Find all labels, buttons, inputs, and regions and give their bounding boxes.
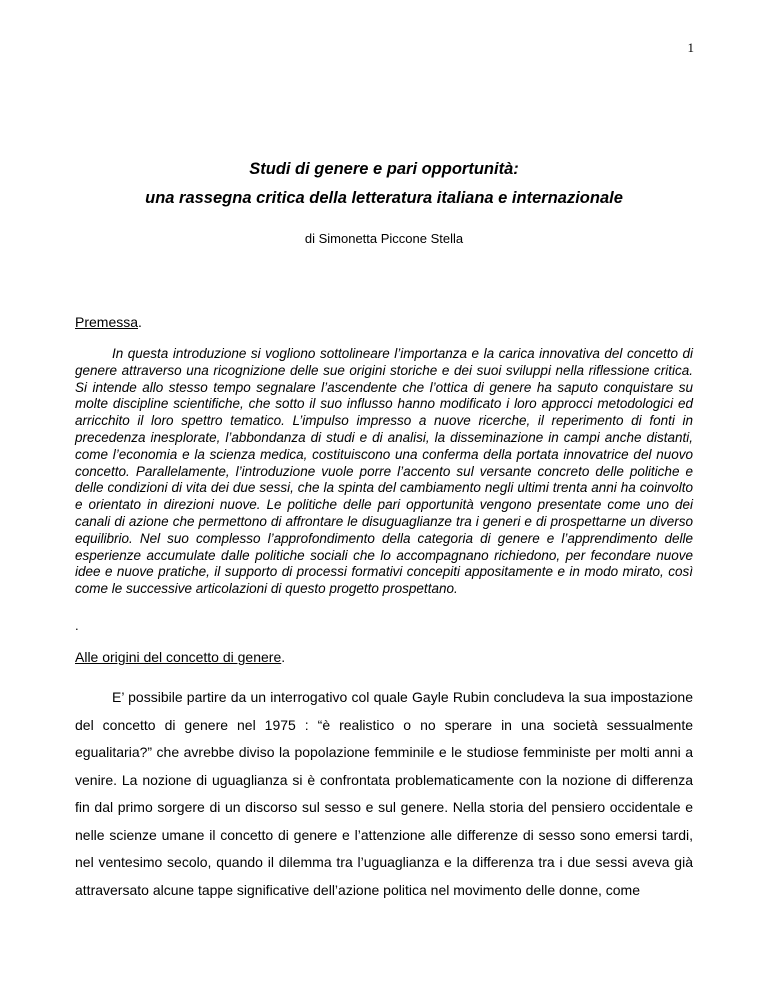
author-byline: di Simonetta Piccone Stella — [304, 231, 464, 246]
section-heading-premessa-text: Premessa — [75, 314, 139, 330]
section-heading-origini-period: . — [281, 649, 286, 665]
document-title-line-2: una rassegna critica della letteratura italiana e internazionale — [145, 189, 623, 207]
body-paragraph: E’ possibile partire da un interrogativo col quale Gayle Rubin concludeva la sua impostazione del concetto di genere nel 1975 : “è realistico o no sperare in una società sessualmente egualitaria?” che avrebbe diviso la popolazione femminile e le studiose femministe per molti anni a venire. La nozione di uguaglianza si è confrontata problematicamente con la nozione di differenza fin dal primo sorgere di un discorso sul sesso e sul genere. Nella storia del pensiero occidentale e nelle scienze umane il concetto di genere e l’attenzione alle differenze di sesso sono emersi tardi, nel ventesimo secolo, quando il dilemma tra l’uguaglianza e la differenza tra i due sessi aveva già attraversato alcune tappe significative dell’azione politica nel movimento delle donne, come — [75, 689, 693, 898]
section-heading-premessa — [75, 314, 142, 330]
document-title-line-1: Studi di genere e pari opportunità: — [249, 160, 519, 178]
intro-paragraph: In questa introduzione si vogliono sottolineare l’importanza e la carica innovativa del concetto di genere attraverso una ricognizione delle sue origini storiche e dei suoi sviluppi nella riflessione critica. Si intende allo stesso tempo segnalare l’ascendente che l’ottica di genere ha saputo conquistare su molte discipline scientifiche, che sotto il suo influsso hanno modificato i loro approcci metodologici ed arricchito il loro spettro tematico. L’impulso impresso a nuove ricerche, il reperimento di fonti in precedenza inesplorate, l’abbondanza di studi e di analisi, la disseminazione in campi anche distanti, come l’economia e la scienza medica, costituiscono una conferma della portata innovatrice del nuovo concetto. Parallelamente, l’introduzione vuole porre l’accento sul versante concreto delle politiche e delle condizioni di vita dei due sessi, che la spinta del cambiamento negli ultimi trenta anni ha coinvolto e orientato in direzioni nuove. Le politiche delle pari opportunità vengono presentate come uno dei canali di azione che permettono di affrontare le disuguaglianze tra i generi e di prospettarne un diverso equilibrio. Nel suo complesso l’approfondimento della categoria di genere e l’apprendimento delle esperienze accumulate dalle politiche sociali che lo accompagnano richiedono, per fecondare nuove idee e nuove pratiche, il supporto di processi formativi concepiti appositamente e in modo mirato, così come le successive articolazioni di questo progetto prospettano. — [75, 346, 693, 597]
trailing-dot: . — [75, 618, 79, 633]
section-heading-origini — [75, 649, 285, 665]
page-number: 1 — [687, 40, 694, 55]
section-heading-origini-text: Alle origini del concetto di genere — [75, 649, 282, 665]
section-heading-premessa-period: . — [138, 314, 142, 330]
